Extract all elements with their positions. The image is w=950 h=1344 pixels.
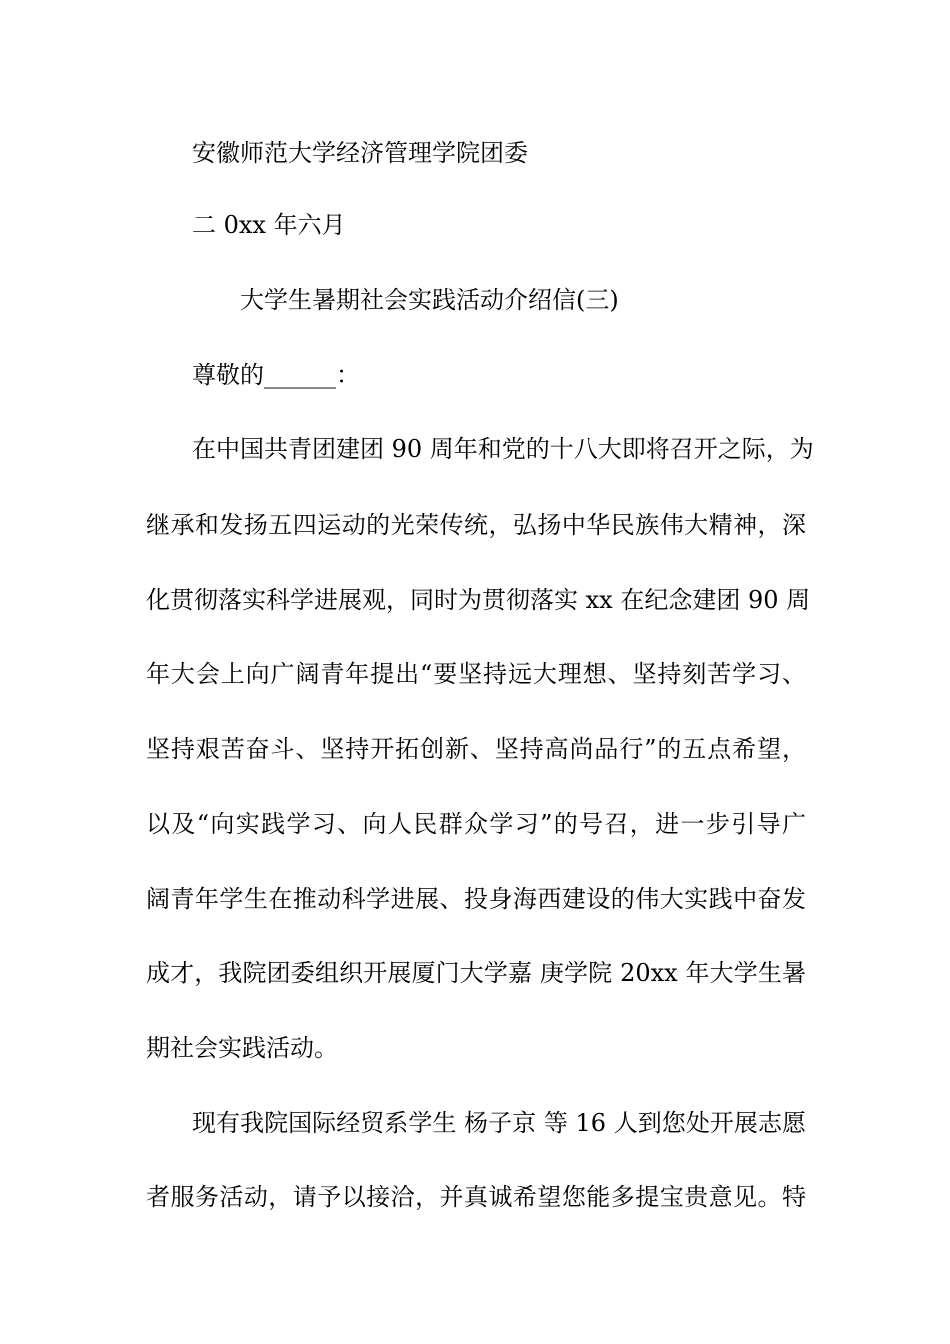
paragraph-line: 化贯彻落实科学进展观，同时为贯彻落实 xx 在纪念建团 90 周 (146, 586, 811, 614)
paragraph-line: 以及“向实践学习、向人民群众学习”的号召，进一步引导广 (146, 810, 806, 838)
paragraph-line: 阔青年学生在推动科学进展、投身海西建设的伟大实践中奋发 (146, 885, 806, 913)
paragraph-line: 成才，我院团委组织开展厦门大学嘉 庚学院 20xx 年大学生暑 (146, 959, 806, 987)
paragraph-line: 者服务活动，请予以接洽，并真诚希望您能多提宝贵意见。特 (146, 1183, 806, 1211)
salutation: 尊敬的______： (192, 361, 360, 389)
paragraph-line: 在中国共青团建团 90 周年和党的十八大即将召开之际，为 (192, 435, 814, 463)
paragraph-line: 期社会实践活动。 (146, 1034, 338, 1062)
paragraph-line: 继承和发扬五四运动的光荣传统，弘扬中华民族伟大精神，深 (146, 511, 806, 539)
paragraph-line: 坚持艰苦奋斗、坚持开拓创新、坚持高尚品行”的五点希望， (146, 735, 806, 763)
paragraph-line: 现有我院国际经贸系学生 杨子京 等 16 人到您处开展志愿 (192, 1109, 806, 1137)
org-signature: 安徽师范大学经济管理学院团委 (192, 139, 528, 167)
letter-title: 大学生暑期社会实践活动介绍信(三) (240, 286, 619, 314)
paragraph-line: 年大会上向广阔青年提出“要坚持远大理想、坚持刻苦学习、 (146, 660, 806, 688)
letter-date: 二 0xx 年六月 (192, 211, 346, 239)
